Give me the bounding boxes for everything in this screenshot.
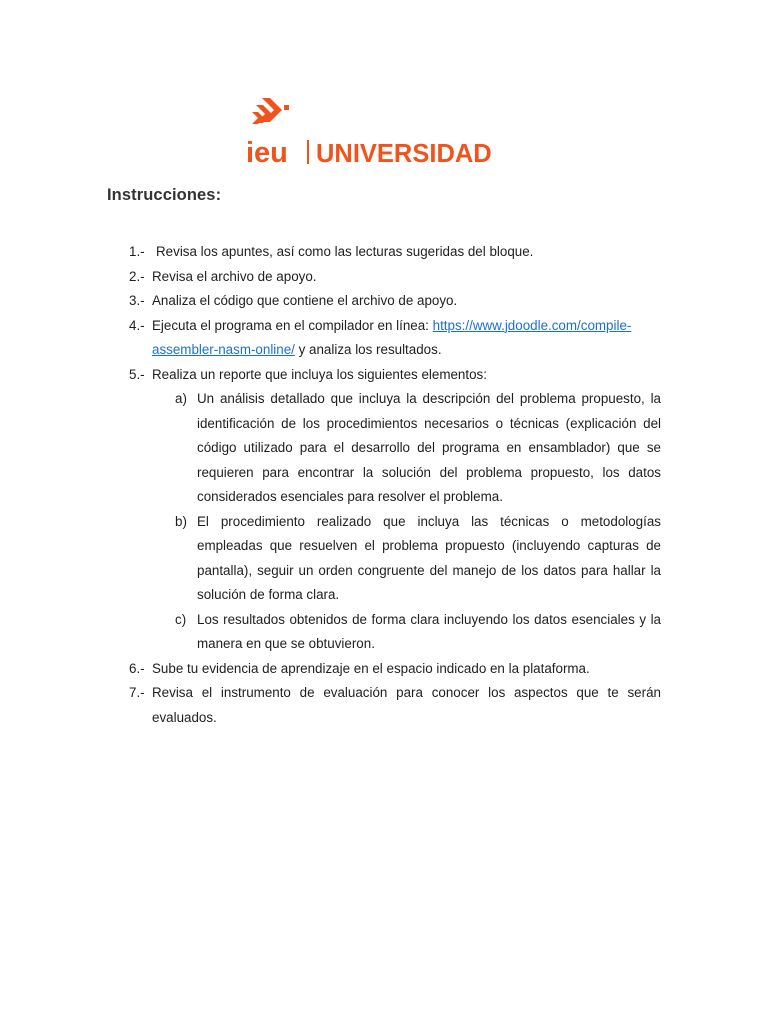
item-number: 3.-	[129, 293, 145, 308]
item-text-after-link: y analiza los resultados.	[298, 342, 442, 357]
sub-item-text: Un análisis detallado que incluya la descripción del problema propuesto, la identificación de los procedimientos necesarios o técnicas (explicación del código utilizado para el desarrollo del programa en ensamblador) que se requieren para encontrar la solución del problema propuesto, los datos considerados esenciales para resolver el problema.	[197, 391, 661, 504]
item-number: 7.-	[129, 685, 145, 700]
instructions-list	[129, 240, 661, 730]
item-text: Revisa el archivo de apoyo.	[152, 268, 317, 284]
logo-universidad-text: UNIVERSIDAD	[316, 140, 492, 166]
item-number: 6.-	[129, 660, 145, 676]
list-item-6	[129, 657, 661, 682]
item-text: Revisa los apuntes, así como las lecturas sugeridas del bloque.	[156, 244, 534, 259]
list-item-4	[129, 314, 661, 363]
item-text	[152, 314, 661, 363]
sub-item-text: El procedimiento realizado que incluya las técnicas o metodologías empleadas que resuelven el problema propuesto (incluyendo capturas de pantalla), seguir un orden congruente del manejo de los datos para hallar la solución de forma clara.	[197, 513, 661, 602]
sub-item-text: Los resultados obtenidos de forma clara incluyendo los datos esenciales y la manera en que se obtuvieron.	[197, 611, 661, 651]
list-item-5	[129, 363, 661, 388]
ieu-universidad-logo	[244, 96, 534, 166]
list-item-3	[129, 289, 661, 314]
logo-ieu-text: ieu	[246, 137, 288, 166]
item-text: Sube tu evidencia de aprendizaje en el espacio indicado en la plataforma.	[152, 660, 590, 676]
item-number: 1.-	[129, 244, 145, 259]
sub-item-letter: a)	[175, 391, 187, 406]
list-item-7	[129, 681, 661, 730]
sub-item-b	[175, 510, 661, 608]
logo-chevron-icon	[252, 98, 289, 124]
list-item-2	[129, 265, 661, 290]
page-title: Instrucciones:	[107, 186, 222, 204]
sub-item-c	[175, 608, 661, 657]
item-text: Revisa el instrumento de evaluación para conocer los aspectos que te serán evaluados.	[152, 685, 661, 725]
sub-item-a	[175, 387, 661, 510]
item-text: Analiza el código que contiene el archivo de apoyo.	[152, 293, 458, 308]
logo-divider	[307, 140, 309, 164]
item-number: 2.-	[129, 268, 145, 284]
item-text-before-link: Ejecuta el programa en el compilador en línea:	[152, 317, 429, 333]
item-number: 4.-	[129, 317, 145, 333]
item-number: 5.-	[129, 366, 145, 382]
sub-item-letter: b)	[175, 513, 187, 529]
sub-item-letter: c)	[175, 611, 187, 627]
item-text: Realiza un reporte que incluya los siguientes elementos:	[152, 366, 487, 382]
list-item-1	[129, 240, 661, 265]
link-line-2[interactable]: assembler-nasm-online/	[152, 342, 295, 357]
logo-graphic	[244, 96, 534, 166]
link-line-1[interactable]: https://www.jdoodle.com/compile-	[432, 317, 632, 333]
